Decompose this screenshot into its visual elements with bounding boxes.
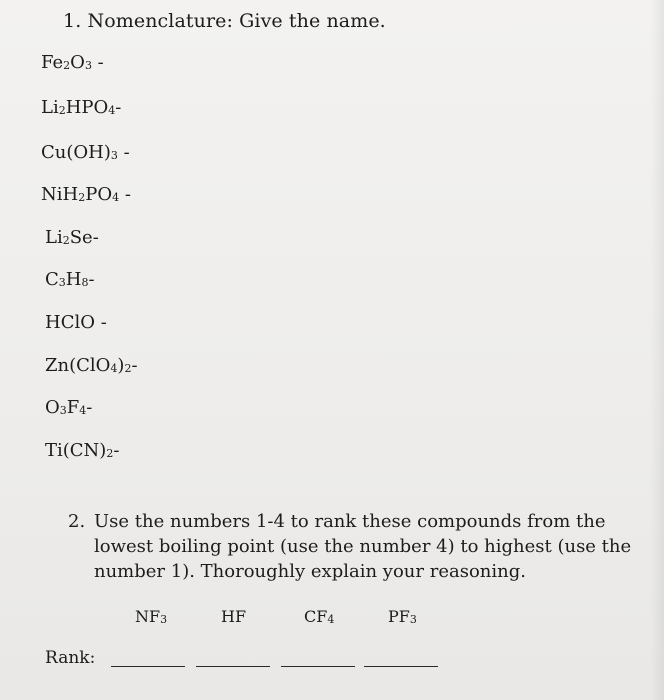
compound-label	[135, 607, 167, 626]
formula-text: CF	[304, 607, 328, 626]
formula-text: -	[91, 52, 104, 73]
rank-blank[interactable]	[281, 666, 355, 667]
formula-text: HClO -	[45, 312, 107, 333]
formula-text: Li	[41, 97, 59, 118]
subscript: 3	[84, 59, 92, 72]
subscript: 3	[58, 276, 66, 289]
formula-text: -	[113, 440, 120, 461]
question-1-number: 1.	[63, 10, 82, 32]
formula-text: C	[45, 269, 59, 290]
subscript: 4	[110, 362, 118, 375]
formula-text: PF	[388, 607, 410, 626]
rank-label: Rank:	[45, 648, 96, 668]
rank-blank[interactable]	[111, 666, 185, 667]
formula-item	[41, 52, 104, 73]
subscript: 2	[124, 362, 132, 375]
compound-label	[221, 607, 246, 626]
formula-item	[45, 312, 107, 333]
question-2-number: 2.	[68, 511, 86, 532]
question-1-title	[63, 10, 386, 32]
subscript: 2	[78, 191, 86, 204]
question-2-prompt: Use the numbers 1-4 to rank these compounds from the lowest boiling point (use the number 4) to highest (use the number 1). Thoroughly explain your reasoning.	[94, 511, 632, 582]
formula-item	[41, 184, 131, 205]
subscript: 8	[81, 276, 89, 289]
formula-text: Li	[45, 227, 63, 248]
formula-text: )	[117, 355, 125, 376]
formula-text: HF	[221, 607, 247, 626]
subscript: 3	[59, 404, 67, 417]
formula-text: Fe	[41, 52, 64, 73]
formula-text: Se-	[69, 227, 99, 248]
rank-blank[interactable]	[364, 666, 438, 667]
formula-text: -	[88, 269, 95, 290]
rank-blank[interactable]	[196, 666, 270, 667]
subscript: 3	[409, 613, 417, 626]
formula-item	[41, 97, 121, 118]
page-shadow	[650, 0, 664, 700]
formula-item	[45, 227, 99, 248]
formula-item	[45, 397, 92, 418]
compound-label	[304, 607, 334, 626]
formula-text: Zn(ClO	[45, 355, 111, 376]
formula-text: H	[65, 269, 82, 290]
formula-text: Cu(OH)	[41, 142, 111, 163]
formula-text: O	[45, 397, 60, 418]
formula-text: HPO	[65, 97, 109, 118]
compound-label	[388, 607, 417, 626]
subscript: 2	[58, 104, 66, 117]
formula-item	[41, 142, 130, 163]
subscript: 4	[112, 191, 120, 204]
formula-text: F	[66, 397, 80, 418]
formula-text: NiH	[41, 184, 79, 205]
formula-item	[45, 355, 138, 376]
subscript: 2	[63, 59, 71, 72]
formula-text: NF	[135, 607, 161, 626]
subscript: 4	[108, 104, 116, 117]
subscript: 2	[106, 447, 114, 460]
subscript: 3	[160, 613, 168, 626]
formula-item	[45, 269, 95, 290]
formula-text: O	[70, 52, 85, 73]
subscript: 4	[327, 613, 335, 626]
subscript: 2	[62, 234, 70, 247]
formula-text: -	[131, 355, 138, 376]
formula-text: PO	[85, 184, 113, 205]
question-1-prompt: Nomenclature: Give the name.	[87, 10, 386, 32]
formula-text: -	[86, 397, 93, 418]
formula-text: -	[119, 184, 131, 205]
formula-item	[45, 440, 119, 461]
formula-text: -	[117, 142, 130, 163]
subscript: 4	[79, 404, 87, 417]
formula-text: Ti(CN)	[45, 440, 107, 461]
formula-text: -	[115, 97, 122, 118]
subscript: 3	[110, 149, 118, 162]
